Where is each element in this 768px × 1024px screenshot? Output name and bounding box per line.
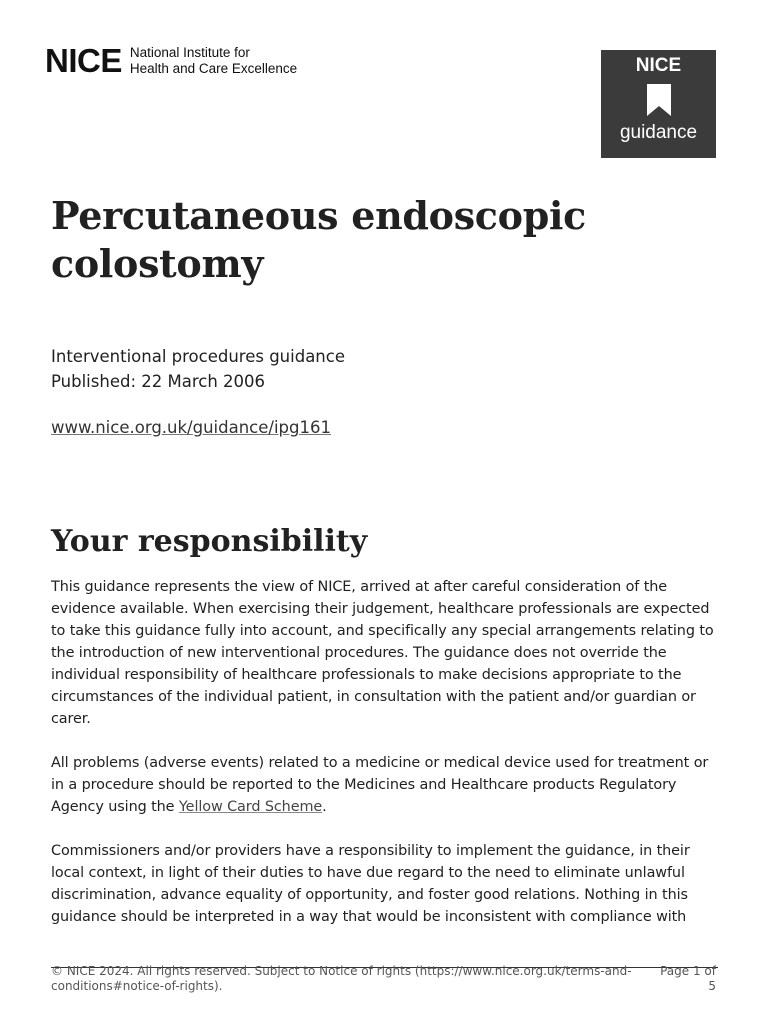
- paragraph-2-end: .: [322, 799, 327, 815]
- section-heading: Your responsibility: [51, 524, 368, 559]
- published-date: Published: 22 March 2006: [51, 372, 266, 391]
- title-line-2: colostomy: [51, 241, 264, 286]
- badge-top-text: NICE: [635, 55, 682, 76]
- nice-guidance-badge: [601, 50, 716, 158]
- logo-mark: NICE: [45, 42, 122, 79]
- title-line-1: Percutaneous endoscopic: [51, 193, 586, 238]
- yellow-card-scheme-link[interactable]: Yellow Card Scheme: [178, 799, 323, 815]
- footer-copyright: © NICE 2024. All rights reserved. Subject to Notice of rights (https://www.nice.org.uk/terms-and-conditions#notice-of-rights).: [51, 964, 632, 993]
- guidance-url-link[interactable]: www.nice.org.uk/guidance/ipg161: [51, 418, 331, 437]
- logo-line-1: National Institute for: [129, 44, 250, 60]
- section-body: [51, 576, 721, 950]
- guidance-type: Interventional procedures guidance: [51, 347, 345, 366]
- guidance-meta: [51, 344, 345, 394]
- nice-logo: [45, 44, 297, 77]
- logo-line-2: Health and Care Excellence: [129, 60, 298, 76]
- bookmark-icon: [647, 84, 671, 116]
- page-title: [51, 192, 691, 288]
- badge-bottom-text: guidance: [619, 122, 698, 143]
- paragraph-3: Commissioners and/or providers have a responsibility to implement the guidance, in their local context, in light of their duties to have due regard to the need to eliminate unlawful discrimination, advance equality of opportunity, and foster good relations. Nothing in this guidance should be interpreted in a way that would be inconsistent with compliance with: [51, 843, 690, 925]
- paragraph-2-text: All problems (adverse events) related to a medicine or medical device used for treatment or in a procedure should be reported to the Medicines and Healthcare products Regulatory Agency using the: [51, 755, 709, 815]
- paragraph-2: [51, 752, 721, 818]
- footer-page-number: Page 1 of 5: [660, 964, 716, 993]
- logo-text: [130, 45, 297, 77]
- paragraph-1: This guidance represents the view of NICE, arrived at after careful consideration of the evidence available. When exercising their judgement, healthcare professionals are expected to take this guidance fully into account, and specifically any special arrangements relating to the introduction of new interventional procedures. The guidance does not override the individual responsibility of healthcare professionals to make decisions appropriate to the circumstances of the individual patient, in consultation with the patient and/or guardian or carer.: [51, 579, 714, 727]
